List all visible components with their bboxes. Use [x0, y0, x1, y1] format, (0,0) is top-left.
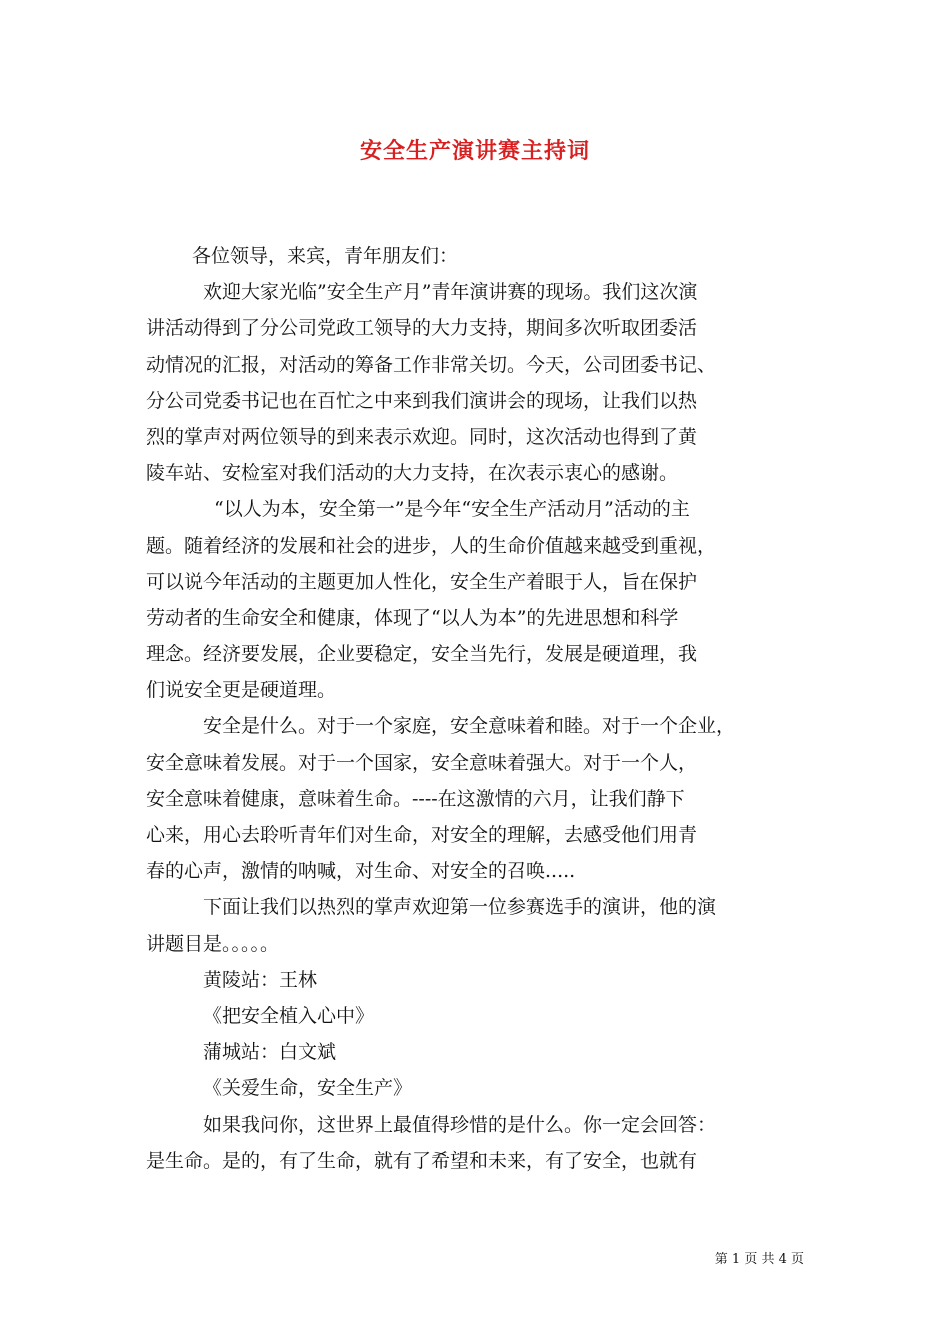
text-line: 春的心声，激情的呐喊，对生命、对安全的召唤..... — [146, 860, 576, 883]
text-line: 讲题目是。。。。。 — [146, 932, 280, 955]
text-line: 黄陵站：王林 — [203, 968, 318, 991]
text-line: 题。随着经济的发展和社会的进步，人的生命价值越来越受到重视， — [146, 534, 717, 557]
document-body — [146, 238, 810, 1179]
text-line: 安全意味着发展。对于一个国家，安全意味着强大。对于一个人， — [146, 751, 698, 774]
text-line: 心来，用心去聆听青年们对生命，对安全的理解，去感受他们用青 — [146, 824, 698, 846]
text-line: 《把安全植入心中》 — [203, 1004, 375, 1027]
text-line: 蒲城站：白文斌 — [203, 1041, 337, 1064]
text-line: 《关爱生命，安全生产》 — [203, 1077, 413, 1100]
text-line: “以人为本，安全第一”是今年“安全生产活动月”活动的主 — [214, 498, 690, 521]
text-line: 分公司党委书记也在百忙之中来到我们演讲会的现场，让我们以热 — [146, 389, 698, 412]
text-line: 欢迎大家光临”安全生产月”青年演讲赛的现场。我们这次演 — [203, 281, 698, 304]
text-line: 劳动者的生命安全和健康，体现了“以人为本”的先进思想和科学 — [146, 606, 679, 629]
text-line: 是生命。是的，有了生命，就有了希望和未来，有了安全，也就有 — [146, 1149, 698, 1172]
text-line: 烈的掌声对两位领导的到来表示欢迎。同时，这次活动也得到了黄 — [146, 425, 698, 448]
text-line: 们说安全更是硬道理。 — [146, 679, 337, 702]
text-line: 如果我问你，这世界上最值得珍惜的是什么。你一定会回答： — [203, 1113, 717, 1136]
text-line: 理念。经济要发展，企业要稳定，安全当先行，发展是硬道理，我 — [146, 643, 698, 666]
text-line: 下面让我们以热烈的掌声欢迎第一位参赛选手的演讲，他的演 — [203, 896, 717, 919]
text-line: 可以说今年活动的主题更加人性化，安全生产着眼于人，旨在保护 — [146, 570, 698, 593]
document-title: 安全生产演讲赛主持词 — [359, 138, 590, 164]
text-line: 安全意味着健康，意味着生命。----在这激情的六月，让我们静下 — [146, 787, 685, 810]
text-line: 陵车站、安检室对我们活动的大力支持，在次表示衷心的感谢。 — [146, 462, 679, 485]
text-line: 讲活动得到了分公司党政工领导的大力支持，期间多次听取团委活 — [146, 317, 698, 340]
text-line: 各位领导，来宾，青年朋友们： — [192, 245, 459, 267]
page-number: 第 1 页 共 4 页 — [714, 1252, 804, 1267]
text-line: 动情况的汇报，对活动的筹备工作非常关切。今天，公司团委书记、 — [146, 353, 717, 376]
text-line: 安全是什么。对于一个家庭，安全意味着和睦。对于一个企业， — [203, 715, 736, 738]
